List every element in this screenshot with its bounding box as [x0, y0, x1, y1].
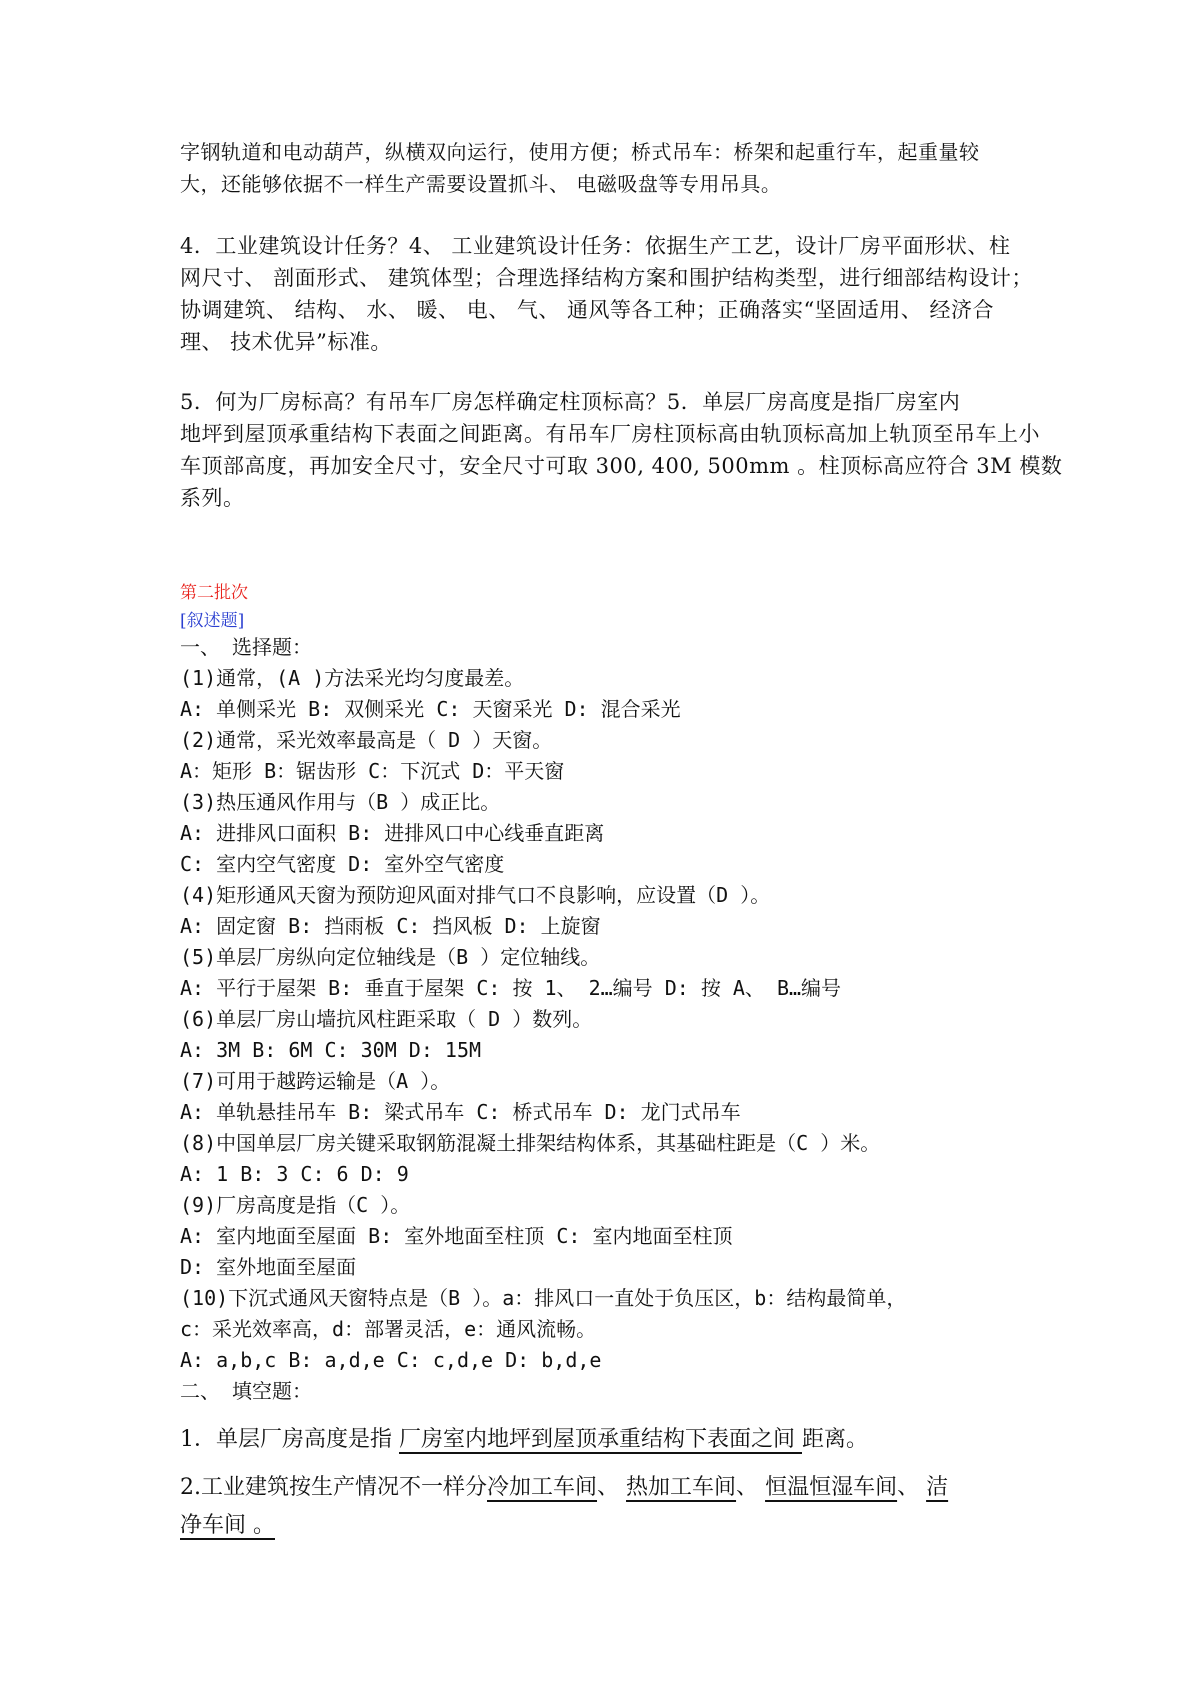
options-line: A: 3M B: 6M C: 30M D: 15M: [180, 1038, 482, 1062]
separator: 、: [597, 1475, 620, 1500]
options-line: A: 平行于屋架 B: 垂直于屋架 C: 按 1、 2…编号 D: 按 A、 B…编号: [180, 976, 842, 1000]
options-line: A：矩形 B：锯齿形 C：下沉式 D：平天窗: [180, 759, 565, 783]
text-line: 大，还能够依据不一样生产需要设置抓斗、 电磁吸盘等专用吊具。: [180, 172, 782, 196]
question-line: (9)厂房高度是指（C ）。: [180, 1193, 411, 1217]
fill-prefix: 2.工业建筑按生产情况不一样分: [180, 1475, 487, 1500]
text-line: 4．工业建筑设计任务？4、 工业建筑设计任务：依据生产工艺，设计厂房平面形状、柱: [180, 234, 1011, 258]
text-line: 5．何为厂房标高？有吊车厂房怎样确定柱顶标高？5．单层厂房高度是指厂房室内: [180, 390, 961, 414]
fill-suffix: 距离。: [802, 1427, 869, 1452]
separator: 、: [736, 1475, 759, 1500]
fill-question-1: [180, 1422, 1020, 1453]
section-heading: 一、 选择题：: [180, 635, 313, 659]
section-heading: 二、 填空题：: [180, 1379, 313, 1403]
text-line: 理、 技术优异”标准。: [180, 330, 392, 354]
options-line: A: 1 B: 3 C: 6 D: 9: [180, 1162, 409, 1186]
fill-answer: 洁: [926, 1475, 949, 1500]
options-line: D: 室外地面至屋面: [180, 1255, 357, 1279]
fill-answer: 恒温恒湿车间: [765, 1475, 898, 1500]
options-line: A: 室内地面至屋面 B: 室外地面至柱顶 C: 室内地面至柱顶: [180, 1224, 733, 1248]
fill-answer: 净车间 。: [180, 1513, 275, 1538]
paragraph-crane-continued: [180, 136, 1020, 200]
section-tag: [叙述题]: [180, 611, 245, 631]
question-line: (10)下沉式通风天窗特点是（B ）。a：排风口一直处于负压区，b：结构最简单，: [180, 1286, 907, 1310]
batch-title: 第二批次: [180, 583, 248, 603]
question-line: (4)矩形通风天窗为预防迎风面对排气口不良影响，应设置（D ）。: [180, 883, 771, 907]
choice-questions: [180, 632, 1020, 1407]
question-line: c：采光效率高，d：部署灵活，e：通风流畅。: [180, 1317, 597, 1341]
text-line: 车顶部高度，再加安全尺寸，安全尺寸可取 300, 400, 500mm 。柱顶标高应符合 3M 模数: [180, 454, 1063, 478]
text-line: 协调建筑、 结构、 水、 暖、 电、 气、 通风等各工种；正确落实“坚固适用、 经济合: [180, 298, 994, 322]
text-line: 网尺寸、 剖面形式、 建筑体型；合理选择结构方案和围护结构类型，进行细部结构设计；: [180, 266, 1033, 290]
question-line: (7)可用于越跨运输是（A ）。: [180, 1069, 451, 1093]
text-line: 地坪到屋顶承重结构下表面之间距离。有吊车厂房柱顶标高由轨顶标高加上轨顶至吊车上小: [180, 422, 1040, 446]
question-line: (3)热压通风作用与（B ）成正比。: [180, 790, 501, 814]
question-line: (8)中国单层厂房关键采取钢筋混凝土排架结构体系，其基础柱距是（C ）米。: [180, 1131, 881, 1155]
options-line: C: 室内空气密度 D: 室外空气密度: [180, 852, 505, 876]
fill-question-2-continued: [180, 1508, 1020, 1539]
options-line: A: 单轨悬挂吊车 B: 梁式吊车 C: 桥式吊车 D: 龙门式吊车: [180, 1100, 741, 1124]
options-line: A: a,b,c B: a,d,e C: c,d,e D: b,d,e: [180, 1348, 602, 1372]
fill-answer: 热加工车间: [626, 1475, 737, 1500]
fill-answer: 冷加工车间: [487, 1475, 598, 1500]
options-line: A: 固定窗 B: 挡雨板 C: 挡风板 D: 上旋窗: [180, 914, 601, 938]
question-line: (6)单层厂房山墙抗风柱距采取（ D ）数列。: [180, 1007, 593, 1031]
separator: 、: [897, 1475, 920, 1500]
fill-answer: 厂房室内地坪到屋顶承重结构下表面之间: [399, 1427, 802, 1452]
options-line: A: 单侧采光 B: 双侧采光 C: 天窗采光 D: 混合采光: [180, 697, 681, 721]
text-line: 系列。: [180, 486, 245, 510]
question-line: (2)通常，采光效率最高是（ D ）天窗。: [180, 728, 553, 752]
options-line: A: 进排风口面积 B: 进排风口中心线垂直距离: [180, 821, 605, 845]
fill-question-2: [180, 1470, 1020, 1501]
paragraph-question-4: [180, 230, 1033, 358]
question-line: (1)通常，(A )方法采光均匀度最差。: [180, 666, 525, 690]
paragraph-question-5: [180, 386, 1063, 514]
fill-prefix: 1．单层厂房高度是指: [180, 1427, 399, 1452]
text-line: 字钢轨道和电动葫芦，纵横双向运行，使用方便；桥式吊车：桥架和起重行车，起重量较: [180, 140, 980, 164]
question-line: (5)单层厂房纵向定位轴线是（B ）定位轴线。: [180, 945, 601, 969]
